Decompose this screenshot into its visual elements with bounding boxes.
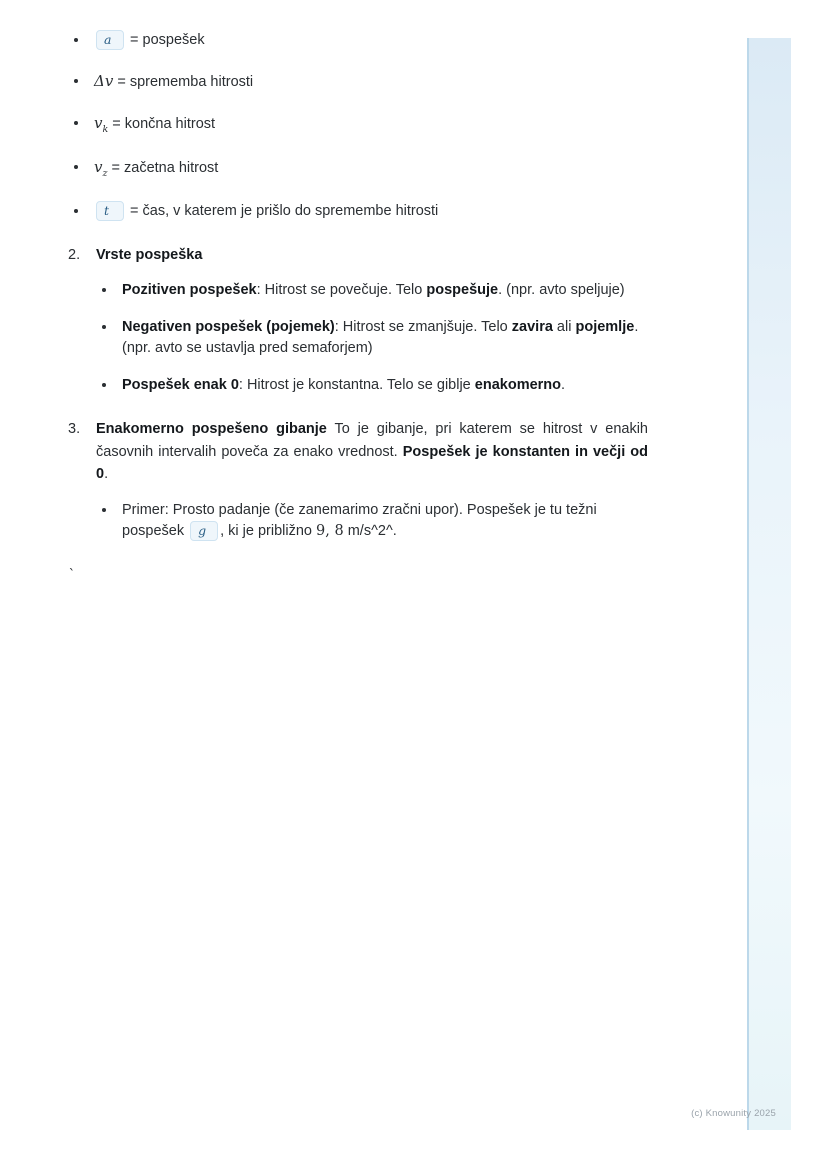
item-text: : Hitrost se povečuje. Telo bbox=[256, 282, 427, 299]
list-item bbox=[96, 280, 648, 301]
item-emphasis: zavira bbox=[511, 319, 553, 336]
section-heading-2 bbox=[68, 244, 648, 266]
item-text: . bbox=[561, 377, 566, 394]
definition-text: = začetna hitrost bbox=[107, 159, 219, 176]
section-number: 3. bbox=[68, 421, 81, 438]
section-3-items bbox=[96, 500, 648, 542]
section-2-items bbox=[96, 280, 648, 396]
item-text: : Hitrost je konstantna. Telo se giblje bbox=[238, 377, 475, 394]
section-number: 2. bbox=[68, 246, 81, 263]
item-text: Primer: Prosto padanje (če zanemarimo zračni upor). Pospešek je tu težni pospešek bbox=[122, 501, 597, 539]
definition-text: = pospešek bbox=[126, 32, 205, 48]
section-body: To je gibanje, pri katerem se hitrost v enakih časovnih intervalih poveča za enako vrednost. bbox=[96, 421, 648, 460]
list-item bbox=[68, 201, 648, 222]
section-title: Enakomerno pospešeno gibanje bbox=[96, 421, 327, 438]
document-content bbox=[68, 30, 648, 583]
item-emphasis: pospešuje bbox=[426, 282, 499, 299]
list-item bbox=[68, 71, 648, 93]
item-text: m/s^2^. bbox=[343, 522, 397, 539]
math-chip-t: t bbox=[96, 201, 124, 221]
definition-text: = čas, v katerem je prišlo do spremembe hitrosti bbox=[126, 202, 439, 219]
item-text: . (npr. avto se ustavlja pred semaforjem) bbox=[122, 319, 639, 357]
item-lead: Negativen pospešek (pojemek) bbox=[122, 319, 335, 336]
definition-text: = končna hitrost bbox=[108, 116, 216, 133]
item-emphasis: enakomerno bbox=[474, 377, 562, 394]
item-lead: Pospešek enak 0 bbox=[122, 377, 239, 394]
section-title: Vrste pospeška bbox=[96, 246, 203, 263]
math-chip-g: g bbox=[190, 521, 218, 541]
definition-list bbox=[68, 30, 648, 222]
item-text: : Hitrost se zmanjšuje. Telo bbox=[334, 319, 512, 336]
item-text: ali bbox=[552, 319, 576, 336]
footer-credit: (c) Knowunity 2025 bbox=[691, 1108, 776, 1119]
item-emphasis-2: pojemlje bbox=[575, 319, 635, 336]
math-symbol-vz: $v_z$ bbox=[94, 157, 108, 179]
definition-text: = sprememba hitrosti bbox=[113, 74, 254, 91]
item-text: . (npr. avto speljuje) bbox=[498, 282, 625, 299]
math-symbol-vk: $v_k$ bbox=[94, 114, 109, 136]
list-item bbox=[68, 30, 648, 51]
document-page bbox=[0, 0, 748, 583]
list-item bbox=[96, 317, 648, 359]
section-body-emphasis: Pospešek je konstanten in večji od 0 bbox=[96, 443, 648, 483]
item-text: , ki je približno bbox=[220, 522, 317, 539]
section-heading-3 bbox=[68, 418, 648, 485]
section-body-end: . bbox=[104, 466, 109, 483]
math-chip-a: a bbox=[96, 30, 124, 50]
math-value: 9, 8 bbox=[316, 522, 344, 539]
stray-mark: ` bbox=[68, 567, 76, 583]
list-item bbox=[96, 375, 648, 396]
list-item bbox=[68, 113, 648, 137]
list-item bbox=[96, 500, 648, 542]
item-lead: Pozitiven pospešek bbox=[122, 282, 257, 299]
page-decoration-strip bbox=[749, 38, 791, 1130]
list-item bbox=[68, 157, 648, 181]
math-symbol-delta-v: Δv bbox=[94, 72, 114, 91]
